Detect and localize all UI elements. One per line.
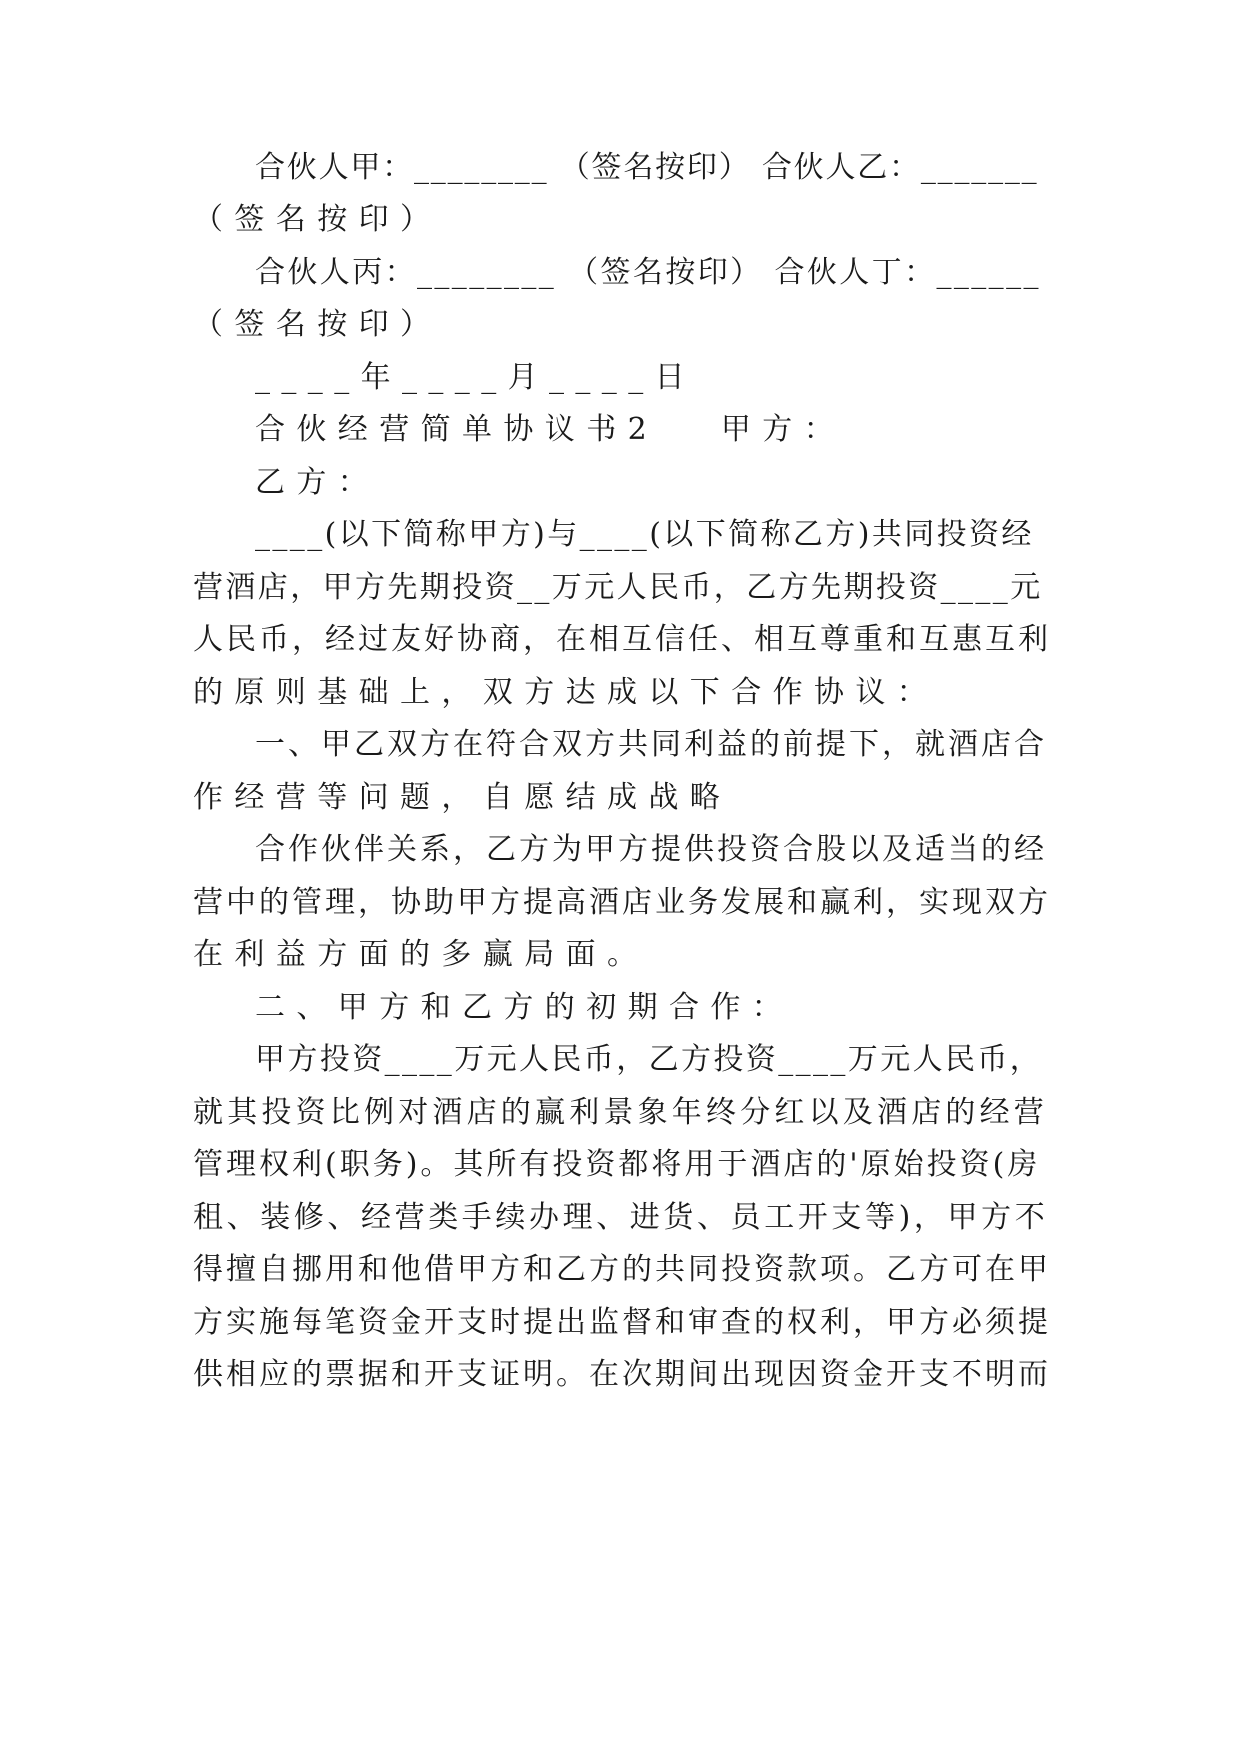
paragraph-intro: ____(以下简称甲方)与____(以下简称乙方)共同投资经 bbox=[255, 517, 1034, 552]
paragraph-intro-line: 人民币，经过友好协商，在相互信任、相互尊重和互惠互利 bbox=[193, 622, 1051, 657]
clause-two-body-line: 方实施每笔资金开支时提出监督和审查的权利，甲方必须提 bbox=[193, 1305, 1051, 1340]
clause-one-continued-line: 营中的管理，协助甲方提高酒店业务发展和赢利，实现双方 bbox=[193, 885, 1051, 920]
signature-line-partners-a-b: 合伙人甲：________ （签名按印） 合伙人乙：_______ bbox=[255, 150, 1039, 185]
party-b-label: 乙方： bbox=[255, 465, 380, 500]
clause-two-body-line: 得擅自挪用和他借甲方和乙方的共同投资款项。乙方可在甲 bbox=[193, 1252, 1051, 1287]
paragraph-intro-line: 营酒店，甲方先期投资__万元人民币，乙方先期投资____元 bbox=[193, 570, 1043, 605]
paragraph-intro-line: 的原则基础上，双方达成以下合作协议： bbox=[193, 675, 939, 710]
clause-two-body-line: 管理权利(职务)。其所有投资都将用于酒店的'原始投资(房 bbox=[193, 1147, 1041, 1182]
clause-two-body: 甲方投资____万元人民币，乙方投资____万元人民币， bbox=[255, 1042, 1043, 1077]
signature-note-partner-d: （签名按印） bbox=[193, 307, 442, 342]
clause-two-body-line: 租、装修、经营类手续办理、进货、员工开支等)，甲方不 bbox=[193, 1200, 1049, 1235]
clause-two-body-line: 供相应的票据和开支证明。在次期间出现因资金开支不明而 bbox=[193, 1357, 1051, 1392]
clause-one-continued: 合作伙伴关系，乙方为甲方提供投资合股以及适当的经 bbox=[255, 832, 1047, 867]
clause-two-heading: 二、甲方和乙方的初期合作： bbox=[255, 990, 794, 1025]
agreement-title-party-a: 合伙经营简单协议书2 甲方： bbox=[255, 412, 846, 447]
signature-note-partner-b: （签名按印） bbox=[193, 202, 442, 237]
clause-one-continued-line: 在利益方面的多赢局面。 bbox=[193, 937, 649, 972]
signature-line-partners-c-d: 合伙人丙：________ （签名按印） 合伙人丁：______ bbox=[255, 255, 1041, 290]
clause-one: 一、甲乙双方在符合双方共同利益的前提下，就酒店合 bbox=[255, 727, 1047, 762]
date-line: ____年____月____日 bbox=[255, 360, 696, 395]
clause-two-body-line: 就其投资比例对酒店的赢利景象年终分红以及酒店的经营 bbox=[193, 1095, 1048, 1130]
clause-one-line: 作经营等问题，自愿结成战略 bbox=[193, 780, 732, 815]
